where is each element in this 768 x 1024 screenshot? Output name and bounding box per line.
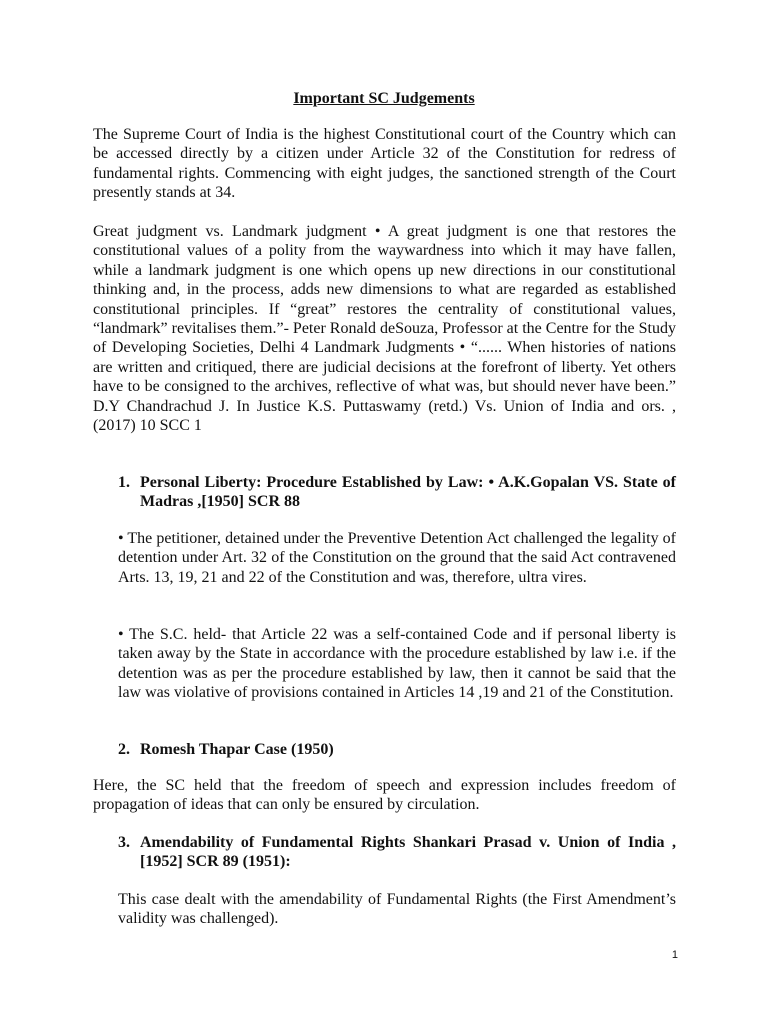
case-1-title: Personal Liberty: Procedure Established by Law: • A.K.Gopalan VS. State of Madras ,[1950] SCR 88 <box>140 474 676 511</box>
case-1-heading <box>118 473 676 512</box>
case-3-title: Amendability of Fundamental Rights Shankari Prasad v. Union of India , [1952] SCR 89 (1951): <box>140 834 676 871</box>
case-2-number: 2. <box>118 741 130 758</box>
intro-paragraph: The Supreme Court of India is the highest Constitutional court of the Country which can be accessed directly by a citizen under Article 32 of the Constitution for redress of fundamental rights. Commencing with eight judges, the sanctioned strength of the Court presently stands at 34. <box>93 126 676 202</box>
case-3-heading <box>118 833 676 872</box>
document-title: Important SC Judgements <box>293 90 475 107</box>
case-1-paragraph-2: • The S.C. held- that Article 22 was a self-contained Code and if personal liberty is taken away by the State in accordance with the procedure established by law i.e. if the detention was as per the procedure established by law, then it cannot be said that the law was violative of provisions contained in Articles 14 ,19 and 21 of the Constitution. <box>118 626 676 702</box>
case-3-paragraph: This case dealt with the amendability of Fundamental Rights (the First Amendment’s validity was challenged). <box>118 891 676 928</box>
great-vs-landmark-paragraph: Great judgment vs. Landmark judgment • A great judgment is one that restores the constitutional values of a polity from the waywardness into which it may have fallen, while a landmark judgment is one which opens up new directions in our constitutional thinking and, in the process, adds new dimensions to what are regarded as established constitutional principles. If “great” restores the centrality of constitutional values, “landmark” revitalises them.”- Peter Ronald deSouza, Professor at the Centre for the Study of Developing Societies, Delhi 4 Landmark Judgments • “...... When histories of nations are written and critiqued, there are judicial decisions at the forefront of liberty. Yet others have to be consigned to the archives, reflective of what was, but should never have been.” D.Y Chandrachud J. In Justice K.S. Puttaswamy (retd.) Vs. Union of India and ors. , (2017) 10 SCC 1 <box>93 223 676 435</box>
case-3-number: 3. <box>118 834 130 851</box>
case-1-paragraph-1: • The petitioner, detained under the Preventive Detention Act challenged the legality of detention under Art. 32 of the Constitution on the ground that the said Act contravened Arts. 13, 19, 21 and 22 of the Constitution and was, therefore, ultra vires. <box>118 530 676 586</box>
case-1-number: 1. <box>118 474 130 491</box>
case-2-paragraph: Here, the SC held that the freedom of speech and expression includes freedom of propagation of ideas that can only be ensured by circulation. <box>93 777 676 814</box>
page-number: 1 <box>671 949 678 961</box>
case-2-title: Romesh Thapar Case (1950) <box>140 741 334 758</box>
case-2-heading <box>118 740 676 759</box>
